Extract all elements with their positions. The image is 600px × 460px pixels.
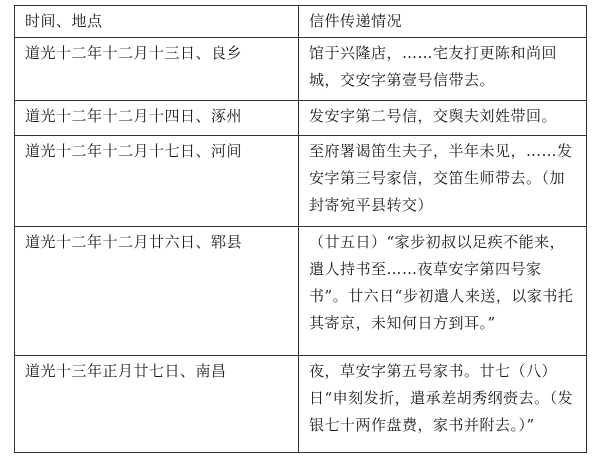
- table-row: [15, 227, 587, 356]
- letter-info-cell-wrap: [299, 227, 587, 356]
- time-place-cell: 道光十三年正月廿七日、南昌: [15, 356, 299, 453]
- letter-info-cell-wrap: [299, 136, 587, 227]
- letter-info-cell-wrap: [299, 101, 587, 136]
- time-place-cell: 道光十二年十二月十三日、良乡: [15, 38, 299, 101]
- time-place-cell: 道光十二年十二月十七日、河间: [15, 136, 299, 227]
- letter-info-cell: 夜，草安字第五号家书。廿七（八）日“申刻发折，遣承差胡秀纲赍去。（发银七十两作盘费，家书并附去。）”: [309, 362, 574, 434]
- time-place-cell: 道光十二年十二月十四日、涿州: [15, 101, 299, 136]
- letter-info-cell: （廿五日）“家步初叔以足疾不能来，遣人持书至……夜草安字第四号家书”。廿六日“步初遣人来送，以家书托其寄京，未知何日方到耳。”: [309, 233, 574, 332]
- table-row: [15, 136, 587, 227]
- time-place-cell: 道光十二年十二月廿六日、郓县: [15, 227, 299, 356]
- table-row: [15, 356, 587, 453]
- table-header-row: [15, 6, 587, 38]
- table-row: [15, 38, 587, 101]
- letter-info-cell-wrap: [299, 38, 587, 101]
- letter-delivery-table: [14, 5, 587, 453]
- letter-info-cell: 发安字第二号信，交舆夫刘姓带回。: [309, 107, 558, 125]
- letter-info-cell: 馆于兴隆店，……宅友打更陈和尚回城，交安字第壹号信带去。: [309, 44, 558, 89]
- header-time-place: 时间、地点: [15, 6, 299, 38]
- header-letter-info: 信件传递情况: [299, 6, 587, 38]
- letter-info-cell-wrap: [299, 356, 587, 453]
- letter-info-cell: 至府署谒笛生夫子，半年未见，……发安字第三号家信，交笛生师带去。（加封寄宛平县转交）: [309, 142, 573, 214]
- table-row: [15, 101, 587, 136]
